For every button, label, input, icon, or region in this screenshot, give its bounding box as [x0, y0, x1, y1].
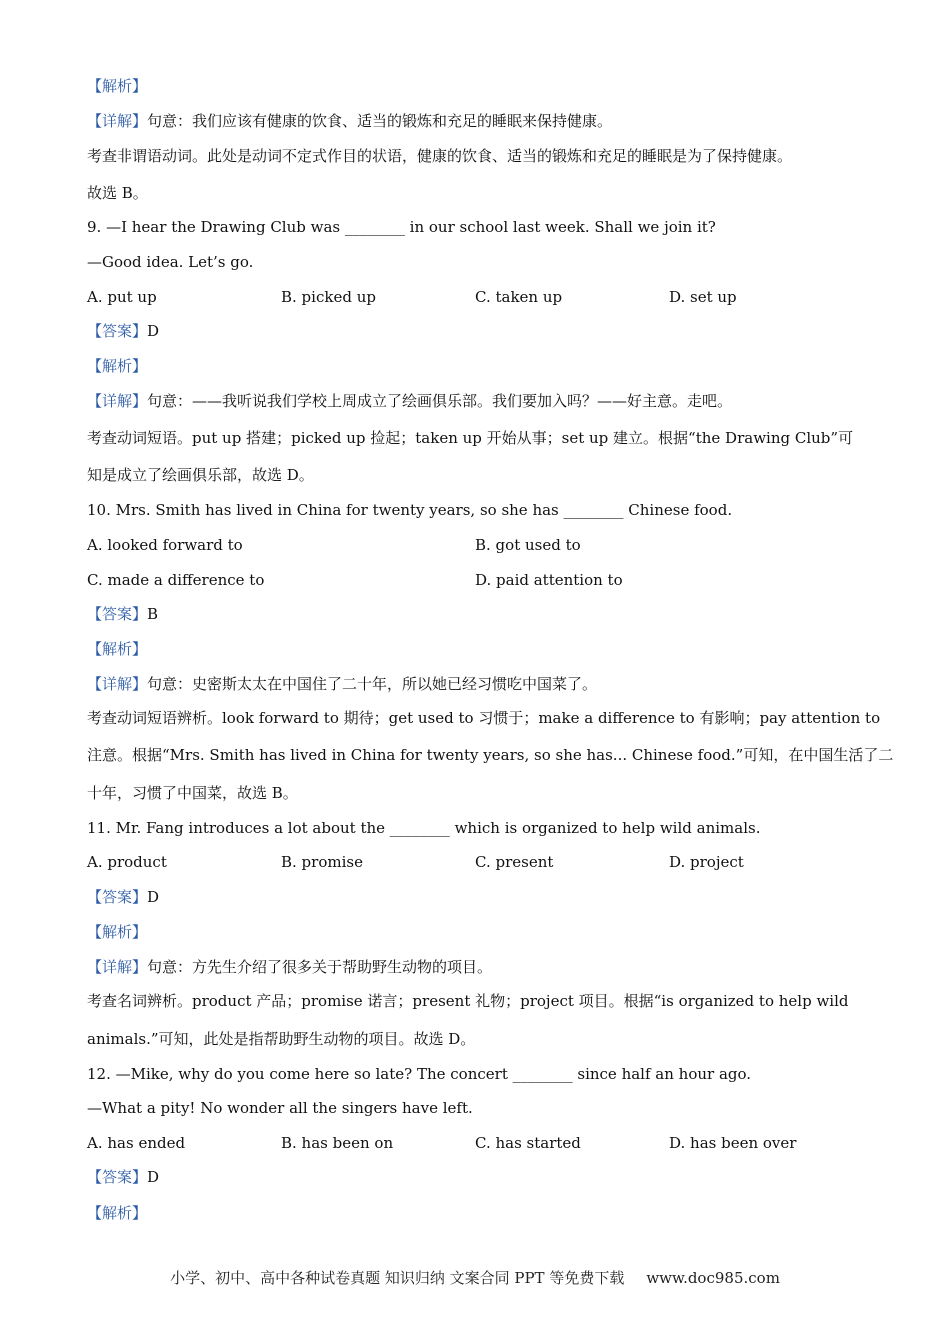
q8-analysis-tag — [87, 76, 147, 96]
q10-explanation-2: 注意。根据“Mrs. Smith has lived in China for twenty years, so she has... Chinese food.”可知，在中国生活了二 — [87, 746, 894, 764]
q11-stem: 11. Mr. Fang introduces a lot about the ________ which is organized to help wild animals. — [87, 819, 761, 837]
detail-tag: 【详解】 — [87, 392, 148, 410]
q10-detail-text: 句意：史密斯太太在中国住了二十年，所以她已经习惯吃中国菜了。 — [147, 675, 598, 693]
q9-stem: 9. —I hear the Drawing Club was ________ in our school last week. Shall we join it? — [87, 218, 716, 236]
q12-stem: 12. —Mike, why do you come here so late? The concert ________ since half an hour ago. — [87, 1065, 752, 1083]
q8-detail — [87, 111, 612, 131]
q10-answer — [87, 604, 158, 624]
answer-tag: 【答案】 — [87, 322, 148, 340]
q12-option-b: B. has been on — [281, 1134, 394, 1152]
detail-tag: 【详解】 — [87, 112, 148, 130]
q10-option-b: B. got used to — [475, 536, 581, 554]
q8-explanation: 考查非谓语动词。此处是动词不定式作目的状语，健康的饮食、适当的锻炼和充足的睡眠是为了保持健康。 — [87, 147, 793, 165]
q11-explanation-1: 考查名词辨析。product 产品；promise 诺言；present 礼物；project 项目。根据“is organized to help wild — [87, 992, 849, 1010]
q9-detail-text: 句意：——我听说我们学校上周成立了绘画俱乐部。我们要加入吗？——好主意。走吧。 — [147, 392, 733, 410]
q12-analysis-tag — [87, 1203, 147, 1223]
answer-tag: 【答案】 — [87, 1168, 148, 1186]
q10-answer-value: B — [147, 605, 159, 623]
answer-tag: 【答案】 — [87, 888, 148, 906]
q8-detail-text: 句意：我们应该有健康的饮食、适当的锻炼和充足的睡眠来保持健康。 — [147, 112, 613, 130]
analysis-tag: 【解析】 — [87, 923, 148, 941]
q9-option-a: A. put up — [87, 288, 157, 306]
analysis-tag: 【解析】 — [87, 640, 148, 658]
q9-answer — [87, 321, 159, 341]
q8-conclusion: 故选 B。 — [87, 184, 148, 202]
q9-option-d: D. set up — [669, 288, 737, 306]
q10-explanation-3: 十年，习惯了中国菜，故选 B。 — [87, 784, 298, 802]
q12-reply: —What a pity! No wonder all the singers have left. — [87, 1099, 473, 1117]
q12-answer — [87, 1167, 159, 1187]
q12-answer-value: D — [147, 1168, 160, 1186]
q11-option-b: B. promise — [281, 853, 363, 871]
footer-text: 小学、初中、高中各种试卷真题 知识归纳 文案合同 PPT 等免费下载 — [170, 1269, 625, 1287]
q11-answer-value: D — [147, 888, 160, 906]
q9-option-b: B. picked up — [281, 288, 376, 306]
q10-stem: 10. Mrs. Smith has lived in China for twenty years, so she has ________ Chinese food. — [87, 501, 733, 519]
analysis-tag: 【解析】 — [87, 357, 148, 375]
q11-option-a: A. product — [87, 853, 167, 871]
q12-option-d: D. has been over — [669, 1134, 797, 1152]
detail-tag: 【详解】 — [87, 675, 148, 693]
q11-detail-text: 句意：方先生介绍了很多关于帮助野生动物的项目。 — [147, 958, 493, 976]
q9-answer-value: D — [147, 322, 160, 340]
analysis-tag: 【解析】 — [87, 1204, 148, 1222]
q11-analysis-tag — [87, 922, 147, 942]
q10-explanation-1: 考查动词短语辨析。look forward to 期待；get used to 习惯于；make a difference to 有影响；pay attention to — [87, 709, 881, 727]
analysis-tag: 【解析】 — [87, 77, 148, 95]
q12-option-a: A. has ended — [87, 1134, 186, 1152]
q10-option-a: A. looked forward to — [87, 536, 243, 554]
q9-detail — [87, 391, 732, 411]
q12-option-c: C. has started — [475, 1134, 581, 1152]
q9-analysis-tag — [87, 356, 147, 376]
q11-detail — [87, 957, 492, 977]
detail-tag: 【详解】 — [87, 958, 148, 976]
q10-detail — [87, 674, 597, 694]
footer-url[interactable]: www.doc985.com — [646, 1269, 780, 1287]
q11-explanation-2: animals.”可知，此处是指帮助野生动物的项目。故选 D。 — [87, 1030, 476, 1048]
q9-explanation-1: 考查动词短语。put up 搭建；picked up 捡起；taken up 开始从事；set up 建立。根据“the Drawing Club”可 — [87, 429, 854, 447]
q9-explanation-2: 知是成立了绘画俱乐部，故选 D。 — [87, 466, 314, 484]
q9-option-c: C. taken up — [475, 288, 563, 306]
q11-option-d: D. project — [669, 853, 744, 871]
q11-answer — [87, 887, 159, 907]
q9-reply: —Good idea. Let’s go. — [87, 253, 254, 271]
page-footer — [0, 1268, 950, 1288]
q11-option-c: C. present — [475, 853, 554, 871]
q10-option-c: C. made a difference to — [87, 571, 265, 589]
q10-option-d: D. paid attention to — [475, 571, 623, 589]
q10-analysis-tag — [87, 639, 147, 659]
answer-tag: 【答案】 — [87, 605, 148, 623]
